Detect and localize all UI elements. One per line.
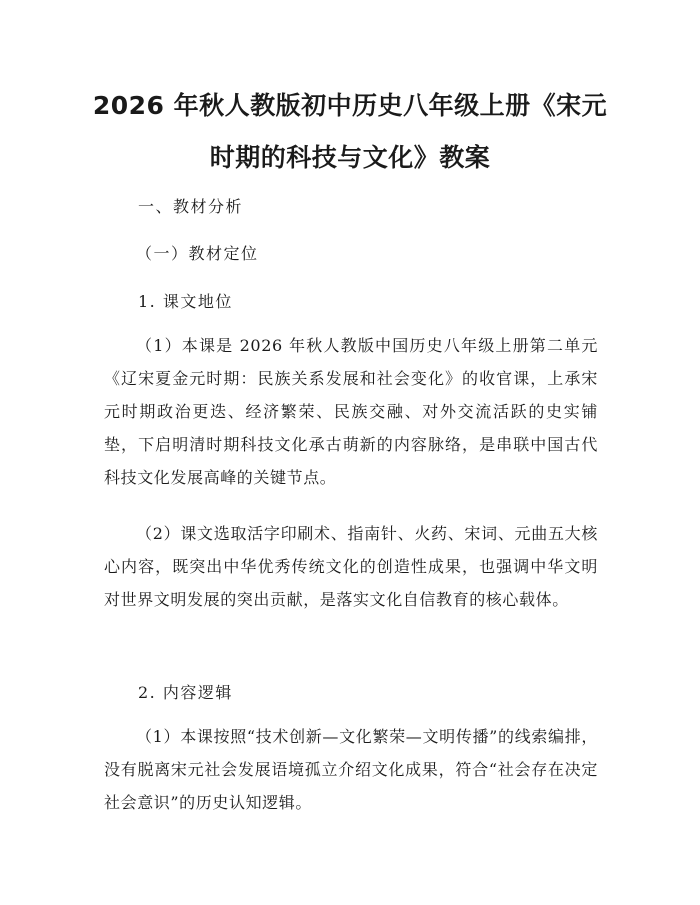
- paragraph-lesson-status-1: （1）本课是 2026 年秋人教版中国历史八年级上册第二单元《辽宋夏金元时期：民族关系发展和社会变化》的收官课，上承宋元时期政治更迭、经济繁荣、民族交融、对外交流活跃的史实铺垫，下启明清时期科技文化承古萌新的内容脉络，是串联中国古代科技文化发展高峰的关键节点。: [104, 336, 598, 487]
- document-title-line-2: 时期的科技与文化》教案: [209, 143, 491, 172]
- paragraph-content-logic-1: （1）本课按照“技术创新—文化繁荣—文明传播”的线索编排，没有脱离宋元社会发展语境孤立介绍文化成果，符合“社会存在决定社会意识”的历史认知逻辑。: [104, 727, 598, 812]
- subsection-heading-textbook-positioning: （一）教材定位: [136, 244, 259, 263]
- item-heading-content-logic: 2. 内容逻辑: [138, 683, 233, 702]
- section-heading-textbook-analysis: 一、教材分析: [138, 197, 244, 216]
- paragraph-lesson-status-2: （2）课文选取活字印刷术、指南针、火药、宋词、元曲五大核心内容，既突出中华优秀传统文化的创造性成果，也强调中华文明对世界文明发展的突出贡献，是落实文化自信教育的核心载体。: [104, 524, 598, 609]
- document-title-line-1: 2026 年秋人教版初中历史八年级上册《宋元: [92, 91, 608, 120]
- item-heading-lesson-status: 1. 课文地位: [138, 292, 233, 311]
